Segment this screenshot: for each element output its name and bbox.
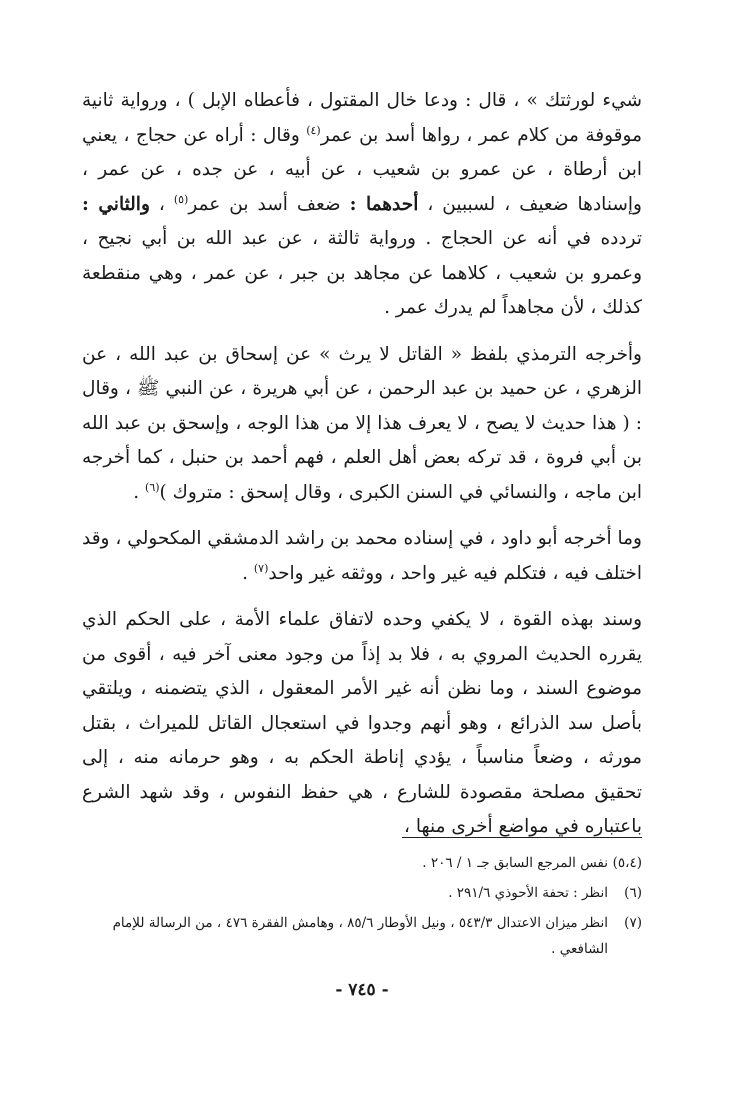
footnote: [82, 910, 642, 962]
bold-term: أحدهما :: [349, 193, 419, 215]
paragraph: [82, 84, 642, 326]
footnote-text: انظر : تحفة الأحوذي ٢٩١/٦ .: [448, 885, 608, 901]
text-segment: ضعف أسد بن عمر: [188, 193, 350, 215]
footnote-reference: (٧): [253, 561, 269, 575]
footnote: [82, 850, 642, 876]
paragraph: [82, 522, 642, 591]
text-segment: ،: [149, 193, 174, 215]
text-segment: وما أخرجه أبو داود ، في إسناده محمد بن راشد الدمشقي المكحولي ، وقد اختلف فيه ، فتكلم فيه غير واحد ، ووثقه غير واحد: [82, 528, 642, 584]
paragraph: [82, 603, 642, 845]
footnote-separator: [402, 837, 642, 838]
text-segment: وقال : أراه عن حجاج ، يعني ابن أرطاة ، عن عمرو بن شعيب ، عن أبيه ، عن جده ، عن عمر ، وإسنادها ضعيف ، لسببين ،: [82, 124, 642, 215]
footnote-mark: (٦): [624, 885, 642, 901]
page-body: [82, 84, 642, 1084]
main-text: [82, 84, 642, 845]
bold-term: والثاني :: [82, 193, 150, 215]
page-number: - ٧٤٥ -: [335, 980, 389, 1000]
footnote-mark: (٥،٤): [612, 855, 642, 871]
text-segment: شيء لورثتك » ، قال : ودعا خال المقتول ، فأعطاه الإبل ) ، ورواية ثانية موقوفة من كلام عمر ، رواها أسد بن عمر: [82, 90, 642, 146]
text-segment: وسند بهذه القوة ، لا يكفي وحده لاتفاق علماء الأمة ، على الحكم الذي يقرره الحديث المروي به ، فلا بد إذاً من وجود معنى آخر فيه ، أقوى من موضوع السند ، وما نظن أنه غير الأمر المعقول ، الذي يتضمنه ، ويلتقي بأصل سد الذرائع ، وهو أنهم وجدوا في استعجال القاتل للميراث ، بقتل مورثه ، وضعاً مناسباً ، يؤدي إناطة الحكم به ، وهو حرمانه منه ، إلى تحقيق مصلحة مقصودة للشارع ، هي حفظ النفوس ، وقد شهد الشرع باعتباره في مواضع أخرى منها ،: [82, 609, 642, 837]
footnote: [82, 880, 642, 906]
text-segment: تردده في أنه عن الحجاج . ورواية ثالثة ، عن عبد الله بن أبي نجيح ، وعمرو بن شعيب ، كلاهما عن مجاهد بن جبر ، عن عمر ، وهي منقطعة كذلك ، لأن مجاهداً لم يدرك عمر .: [82, 228, 642, 318]
footnote-text: نفس المرجع السابق جـ ١ / ٢٠٦ .: [422, 855, 608, 871]
text-segment: .: [133, 481, 146, 503]
footnote-text: انظر ميزان الاعتدال ٥٤٣/٣ ، ونيل الأوطار ٨٥/٦ ، وهامش الفقرة ٤٧٦ ، من الرسالة للإمام الشافعي .: [112, 915, 608, 957]
paragraph: [82, 338, 642, 511]
text-segment: .: [242, 562, 254, 584]
footnotes: [82, 850, 642, 962]
footnote-reference: (٦): [145, 480, 160, 494]
text-segment: وأخرجه الترمذي بلفظ « القاتل لا يرث » عن إسحاق بن عبد الله ، عن الزهري ، عن حميد بن عبد الرحمن ، عن أبي هريرة ، عن النبي ﷺ ، وقال : ( هذا حديث لا يصح ، لا يعرف هذا إلا من هذا الوجه ، وإسحق بن عبد الله بن أبي فروة ، قد تركه بعض أهل العلم ، فهم أحمد بن حنبل ، كما أخرجه ابن ماجه ، والنسائي في السنن الكبرى ، وقال إسحق : متروك ): [82, 343, 642, 503]
footnote-mark: (٧): [624, 915, 642, 931]
footnote-reference: (٤): [306, 123, 321, 137]
footnote-reference: (٥): [173, 192, 189, 206]
